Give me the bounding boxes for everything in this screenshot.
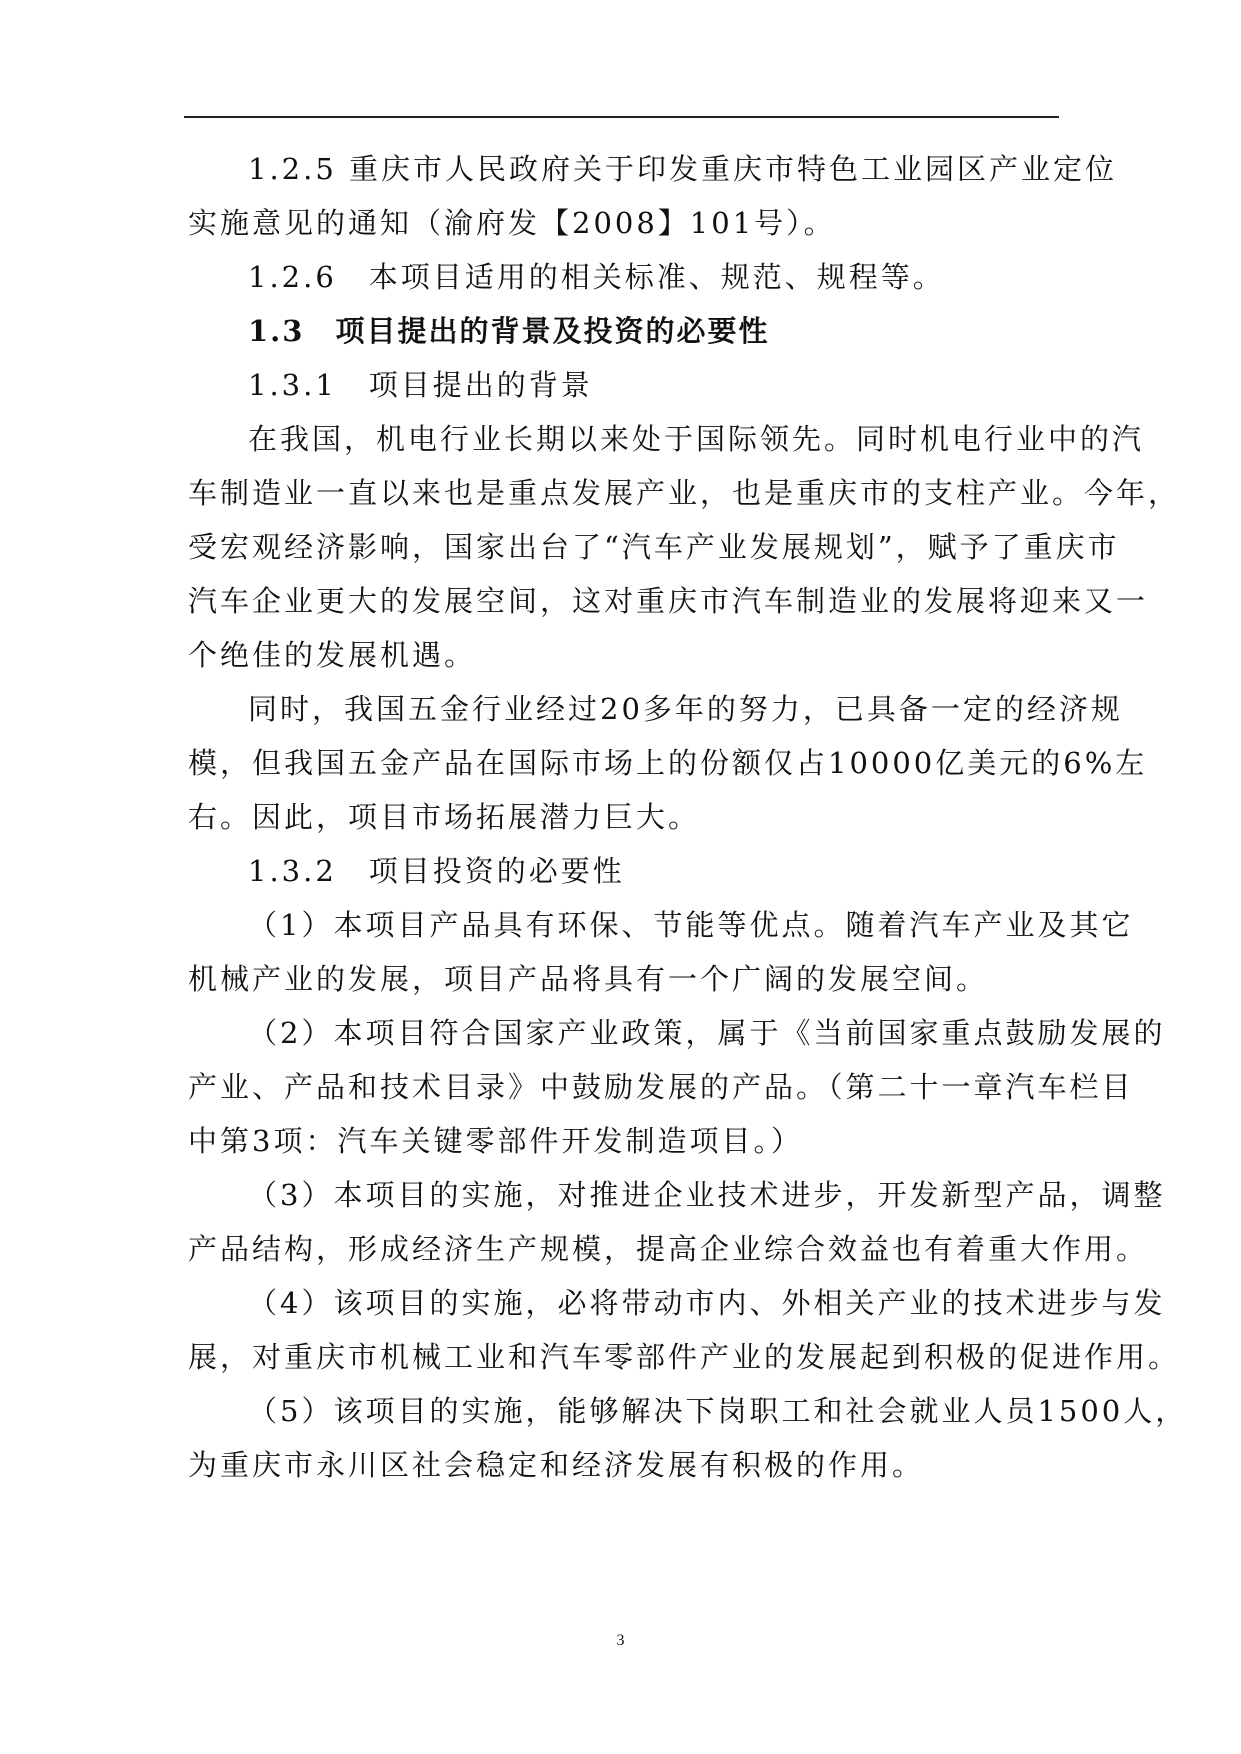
paragraph-background-line-3: 受宏观经济影响，国家出台了“汽车产业发展规划”，赋予了重庆市 <box>188 530 1120 564</box>
necessity-item-5-line-2: 为重庆市永川区社会稳定和经济发展有积极的作用。 <box>188 1448 925 1482</box>
paragraph-background-line-1: 在我国，机电行业长期以来处于国际领先。同时机电行业中的汽 <box>248 422 1145 456</box>
necessity-item-3-line-2: 产品结构，形成经济生产规模，提高企业综合效益也有着重大作用。 <box>188 1232 1149 1266</box>
necessity-item-4-line-1: （4）该项目的实施，必将带动市内、外相关产业的技术进步与发 <box>248 1286 1166 1320</box>
document-body <box>188 142 1188 1492</box>
subsection-heading-1-3-1: 1.3.1 项目提出的背景 <box>248 368 593 402</box>
paragraph-background-line-4: 汽车企业更大的发展空间，这对重庆市汽车制造业的发展将迎来又一 <box>188 584 1149 618</box>
paragraph-hardware-line-2: 模，但我国五金产品在国际市场上的份额仅占10000亿美元的6%左 <box>188 746 1148 780</box>
page-number: 3 <box>616 1632 625 1649</box>
item-1-2-5-line-2: 实施意见的通知（渝府发【2008】101号）。 <box>188 206 836 240</box>
necessity-item-1-line-1: （1）本项目产品具有环保、节能等优点。随着汽车产业及其它 <box>248 908 1134 942</box>
paragraph-hardware-line-3: 右。因此，项目市场拓展潜力巨大。 <box>188 800 701 834</box>
necessity-item-4-line-2: 展，对重庆市机械工业和汽车零部件产业的发展起到积极的促进作用。 <box>188 1340 1181 1374</box>
paragraph-background-line-5: 个绝佳的发展机遇。 <box>188 638 477 672</box>
section-heading-1-3: 1.3 项目提出的背景及投资的必要性 <box>248 314 770 348</box>
necessity-item-3-line-1: （3）本项目的实施，对推进企业技术进步，开发新型产品，调整 <box>248 1178 1166 1212</box>
necessity-item-2-line-3: 中第3项：汽车关键零部件开发制造项目。） <box>188 1124 803 1158</box>
header-rule <box>184 116 1059 118</box>
paragraph-hardware-line-1: 同时，我国五金行业经过20多年的努力，已具备一定的经济规 <box>248 692 1123 726</box>
item-1-2-5-line-1: 1.2.5 重庆市人民政府关于印发重庆市特色工业园区产业定位 <box>248 152 1118 186</box>
necessity-item-2-line-1: （2）本项目符合国家产业政策，属于《当前国家重点鼓励发展的 <box>248 1016 1166 1050</box>
necessity-item-5-line-1: （5）该项目的实施，能够解决下岗职工和社会就业人员1500人， <box>248 1394 1188 1428</box>
necessity-item-2-line-2: 产业、产品和技术目录》中鼓励发展的产品。（第二十一章汽车栏目 <box>188 1070 1134 1104</box>
necessity-item-1-line-2: 机械产业的发展，项目产品将具有一个广阔的发展空间。 <box>188 962 989 996</box>
paragraph-background-line-2: 车制造业一直以来也是重点发展产业，也是重庆市的支柱产业。今年， <box>188 476 1181 510</box>
subsection-heading-1-3-2: 1.3.2 项目投资的必要性 <box>248 854 625 888</box>
item-1-2-6: 1.2.6 本项目适用的相关标准、规范、规程等。 <box>248 260 945 294</box>
